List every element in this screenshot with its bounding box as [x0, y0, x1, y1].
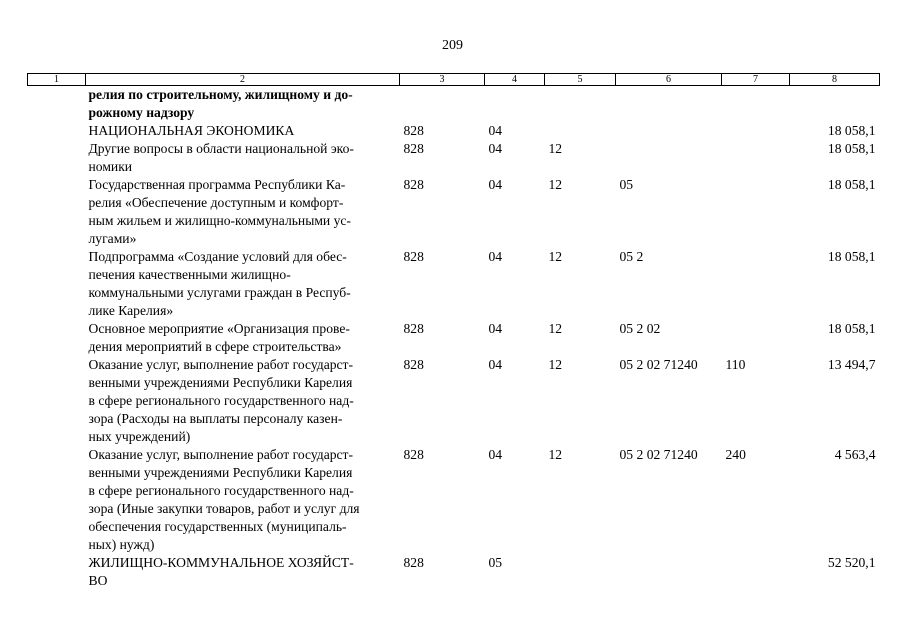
section-cell: 04 — [488, 357, 503, 372]
subsection-cell: 12 — [548, 321, 563, 336]
column-header: 5 — [545, 74, 616, 86]
amount-cell: 18 058,1 — [827, 321, 876, 336]
row-number-cell — [28, 446, 86, 554]
target-article-cell — [616, 140, 722, 176]
section-cell: 04 — [488, 123, 503, 138]
section-cell: 04 — [488, 141, 503, 156]
column-header: 1 — [28, 74, 86, 86]
section-cell — [485, 86, 545, 123]
column-header: 2 — [86, 74, 400, 86]
expense-type-cell: 240 — [725, 447, 746, 462]
subsection-cell — [545, 122, 616, 140]
item-name-cell: Основное мероприятие «Организация прове- дения мероприятий в сфере строительства» — [88, 321, 350, 354]
table-row — [28, 320, 880, 356]
item-name-cell: релия по строительному, жилищному и до- рожному надзору — [88, 87, 353, 120]
row-number-cell — [28, 176, 86, 248]
table-row — [28, 248, 880, 320]
budget-table — [27, 73, 880, 590]
row-number-cell — [28, 554, 86, 590]
expense-type-cell — [722, 140, 790, 176]
ministry-code-cell: 828 — [403, 555, 424, 570]
ministry-code-cell: 828 — [403, 141, 424, 156]
amount-cell: 18 058,1 — [827, 141, 876, 156]
item-name-cell: ЖИЛИЩНО-КОММУНАЛЬНОЕ ХОЗЯЙСТ- ВО — [88, 555, 354, 588]
table-row — [28, 356, 880, 446]
amount-cell: 18 058,1 — [827, 123, 876, 138]
target-article-cell: 05 — [619, 177, 634, 192]
column-header: 4 — [485, 74, 545, 86]
expense-type-cell: 110 — [725, 357, 746, 372]
subsection-cell: 12 — [548, 447, 563, 462]
target-article-cell — [616, 554, 722, 590]
target-article-cell: 05 2 02 71240 — [619, 447, 698, 462]
expense-type-cell — [722, 122, 790, 140]
table-row — [28, 86, 880, 123]
page-number: 209 — [442, 38, 463, 53]
ministry-code-cell: 828 — [403, 177, 424, 192]
item-name-cell: Оказание услуг, выполнение работ государст- венными учреждениями Республики Карелия в сфере регионального государственного над- зора (Расходы на выплаты персоналу казен- ных учреждений) — [88, 357, 354, 444]
expense-type-cell — [722, 554, 790, 590]
item-name-cell: НАЦИОНАЛЬНАЯ ЭКОНОМИКА — [88, 123, 295, 138]
ministry-code-cell — [400, 86, 485, 123]
item-name-cell: Другие вопросы в области национальной эко- номики — [88, 141, 354, 174]
column-header: 3 — [400, 74, 485, 86]
row-number-cell — [28, 320, 86, 356]
table-row — [28, 122, 880, 140]
expense-type-cell — [722, 320, 790, 356]
amount-cell — [790, 86, 880, 123]
section-cell: 04 — [488, 249, 503, 264]
subsection-cell — [545, 554, 616, 590]
row-number-cell — [28, 86, 86, 123]
section-cell: 04 — [488, 447, 503, 462]
table-row — [28, 554, 880, 590]
row-number-cell — [28, 248, 86, 320]
target-article-cell: 05 2 — [619, 249, 644, 264]
table-row — [28, 446, 880, 554]
column-header: 8 — [790, 74, 880, 86]
ministry-code-cell: 828 — [403, 321, 424, 336]
section-cell: 04 — [488, 177, 503, 192]
ministry-code-cell: 828 — [403, 357, 424, 372]
subsection-cell: 12 — [548, 141, 563, 156]
target-article-cell — [616, 122, 722, 140]
header-row — [28, 74, 880, 86]
amount-cell: 18 058,1 — [827, 177, 876, 192]
ministry-code-cell: 828 — [403, 123, 424, 138]
target-article-cell: 05 2 02 — [619, 321, 661, 336]
amount-cell: 52 520,1 — [827, 555, 876, 570]
item-name-cell: Подпрограмма «Создание условий для обес- печения качественными жилищно- коммунальными услугами граждан в Респуб- лике Карелия» — [88, 249, 351, 318]
subsection-cell: 12 — [548, 249, 563, 264]
row-number-cell — [28, 140, 86, 176]
section-cell: 04 — [488, 321, 503, 336]
expense-type-cell — [722, 86, 790, 123]
subsection-cell: 12 — [548, 357, 563, 372]
row-number-cell — [28, 122, 86, 140]
item-name-cell: Оказание услуг, выполнение работ государст- венными учреждениями Республики Карелия в сфере регионального государственного над- зора (Иные закупки товаров, работ и услуг для обеспечения государственных (муниципаль- ных) нужд) — [88, 447, 360, 552]
amount-cell: 13 494,7 — [827, 357, 876, 372]
ministry-code-cell: 828 — [403, 249, 424, 264]
column-header: 6 — [616, 74, 722, 86]
row-number-cell — [28, 356, 86, 446]
table-row — [28, 140, 880, 176]
target-article-cell — [616, 86, 722, 123]
item-name-cell: Государственная программа Республики Ка- релия «Обеспечение доступным и комфорт- ным жильем и жилищно-коммунальными ус- лугами» — [88, 177, 351, 246]
subsection-cell — [545, 86, 616, 123]
subsection-cell: 12 — [548, 177, 563, 192]
expense-type-cell — [722, 248, 790, 320]
target-article-cell: 05 2 02 71240 — [619, 357, 698, 372]
amount-cell: 18 058,1 — [827, 249, 876, 264]
table-row — [28, 176, 880, 248]
expense-type-cell — [722, 176, 790, 248]
ministry-code-cell: 828 — [403, 447, 424, 462]
table-header — [28, 74, 880, 86]
column-header: 7 — [722, 74, 790, 86]
section-cell: 05 — [488, 555, 503, 570]
table-body — [28, 86, 880, 591]
amount-cell: 4 563,4 — [834, 447, 876, 462]
